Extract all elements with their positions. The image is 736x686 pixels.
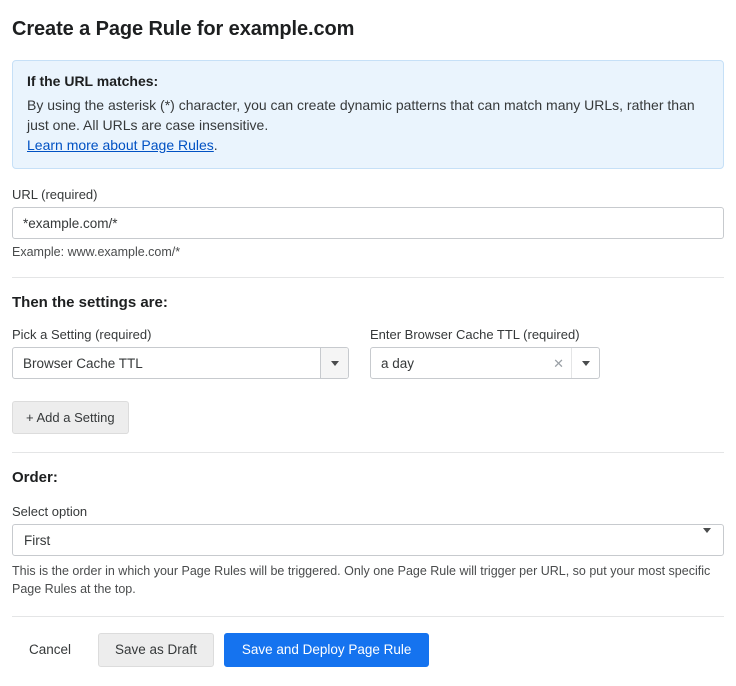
browser-cache-ttl-dropdown-button[interactable]: [572, 348, 599, 378]
clear-icon[interactable]: ✕: [553, 355, 564, 371]
order-select-label: Select option: [12, 504, 88, 519]
settings-heading: Then the settings are:: [12, 294, 168, 311]
divider-footer: [12, 616, 724, 617]
chevron-down-icon: [703, 528, 711, 548]
pick-setting-dropdown-button[interactable]: [320, 348, 348, 378]
pick-setting-column: [12, 327, 349, 379]
page-title: Create a Page Rule for example.com: [12, 18, 355, 40]
order-select[interactable]: [12, 524, 724, 556]
add-setting-button[interactable]: + Add a Setting: [12, 401, 129, 434]
browser-cache-ttl-select[interactable]: [370, 347, 600, 379]
settings-row: [12, 327, 724, 379]
pick-setting-value: Browser Cache TTL: [23, 355, 143, 371]
url-field-hint: Example: www.example.com/*: [12, 245, 181, 259]
callout-title: If the URL matches:: [27, 73, 159, 89]
divider-settings: [12, 277, 724, 278]
order-heading: Order:: [12, 469, 58, 486]
page-rule-form: [0, 10, 736, 686]
url-input[interactable]: [12, 207, 724, 239]
divider-order: [12, 452, 724, 453]
url-match-callout: [12, 60, 724, 169]
save-as-draft-button[interactable]: Save as Draft: [98, 633, 214, 667]
chevron-down-icon: [331, 361, 339, 366]
pick-setting-select[interactable]: [12, 347, 349, 379]
browser-cache-ttl-label: Enter Browser Cache TTL (required): [370, 327, 580, 342]
chevron-down-icon: [582, 361, 590, 366]
browser-cache-ttl-column: [370, 327, 600, 379]
order-note: This is the order in which your Page Rules will be triggered. Only one Page Rule will trigger per URL, so put your most specific Page Rules at the top.: [12, 564, 711, 596]
callout-text: By using the asterisk (*) character, you can create dynamic patterns that can match many URLs, rather than just one. All URLs are case insensitive.: [27, 97, 695, 133]
callout-body: [27, 95, 709, 155]
callout-link-suffix: .: [213, 137, 218, 153]
browser-cache-ttl-value: a day: [381, 355, 415, 371]
pick-setting-label: Pick a Setting (required): [12, 327, 152, 342]
order-select-value: First: [24, 532, 51, 548]
url-field-label: URL (required): [12, 187, 98, 202]
form-actions: [12, 633, 724, 667]
cancel-button[interactable]: Cancel: [12, 633, 88, 667]
learn-more-link[interactable]: Learn more about Page Rules: [27, 137, 214, 153]
save-and-deploy-button[interactable]: Save and Deploy Page Rule: [224, 633, 430, 667]
order-dropdown-button[interactable]: [703, 533, 723, 548]
